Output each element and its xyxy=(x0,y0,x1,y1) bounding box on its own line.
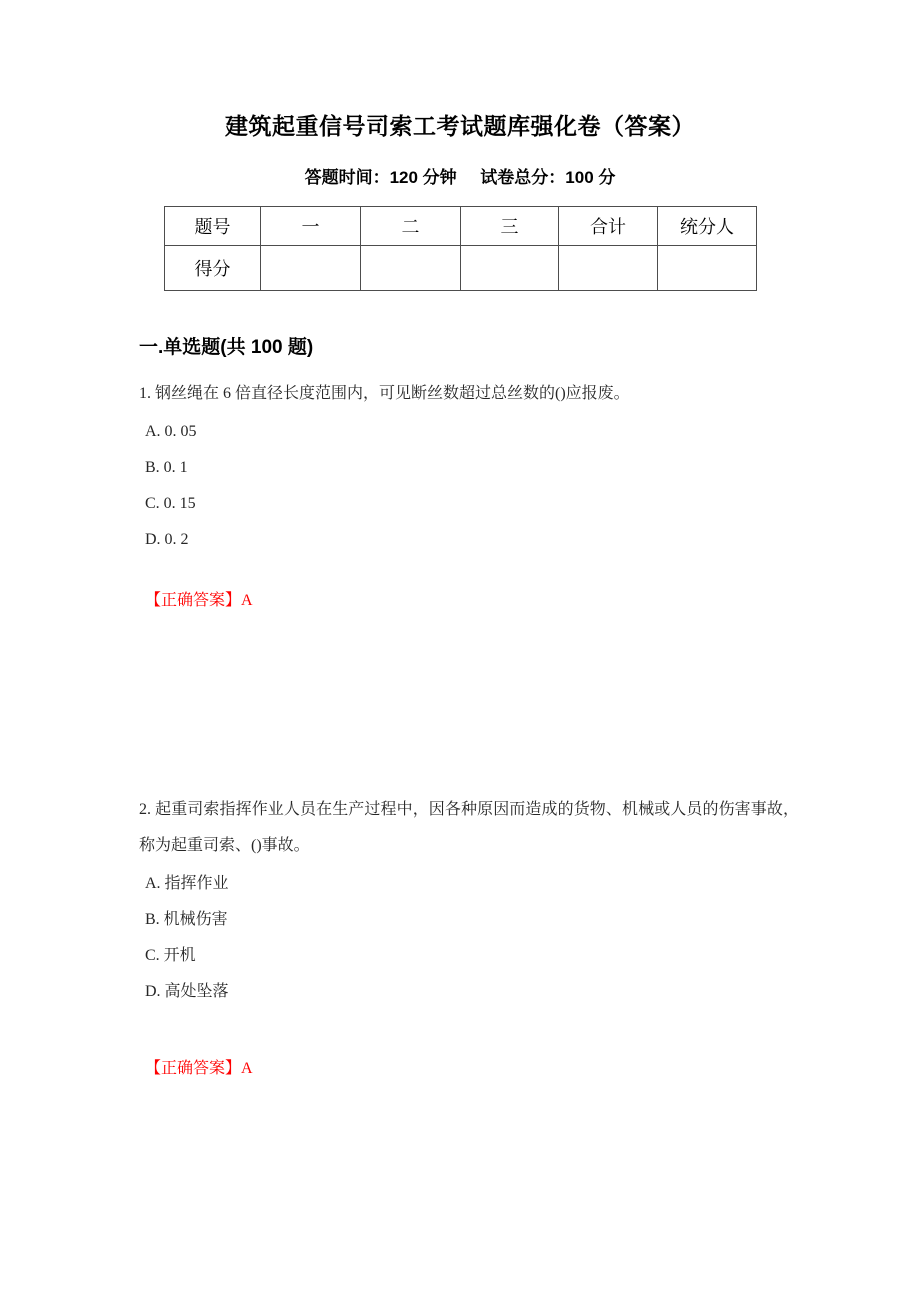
table-cell-score-3[interactable] xyxy=(461,246,559,291)
table-row-score xyxy=(165,246,757,291)
question-stem: 1. 钢丝绳在 6 倍直径长度范围内，可见断丝数超过总丝数的()应报废。 xyxy=(139,384,630,402)
section-heading-single-choice: 一.单选题(共 100 题) xyxy=(139,337,314,358)
table-cell-header-2: 二 xyxy=(361,207,461,246)
table-cell-score-4[interactable] xyxy=(559,246,658,291)
question-option-a[interactable]: A. 指挥作业 xyxy=(145,874,229,892)
question-option-d[interactable]: D. 高处坠落 xyxy=(145,982,229,1000)
spacer xyxy=(139,558,799,586)
table-cell-score-2[interactable] xyxy=(361,246,461,291)
table-row-header xyxy=(165,207,757,246)
table-cell-score-1[interactable] xyxy=(261,246,361,291)
exam-meta-subtitle: 答题时间：120 分钟 试卷总分：100 分 xyxy=(304,168,616,187)
question-stem: 2. 起重司索指挥作业人员在生产过程中，因各种原因而造成的货物、机械或人员的伤害事故，称为起重司索、()事故。 xyxy=(139,800,799,854)
question-item-1 xyxy=(139,376,799,616)
question-option-c[interactable]: C. 0. 15 xyxy=(145,494,196,512)
question-answer: 【正确答案】A xyxy=(145,1059,253,1077)
table-cell-score-0: 得分 xyxy=(165,246,261,291)
table-cell-header-0: 题号 xyxy=(165,207,261,246)
question-option-c[interactable]: C. 开机 xyxy=(145,946,196,964)
table-cell-header-5: 统分人 xyxy=(658,207,757,246)
table-cell-header-4: 合计 xyxy=(559,207,658,246)
score-table xyxy=(164,206,757,291)
spacer xyxy=(139,1010,799,1054)
question-option-d[interactable]: D. 0. 2 xyxy=(145,530,189,548)
page-title: 建筑起重信号司索工考试题库强化卷（答案） xyxy=(225,114,695,139)
question-option-b[interactable]: B. 机械伤害 xyxy=(145,910,228,928)
question-item-2 xyxy=(139,792,799,1084)
question-option-b[interactable]: B. 0. 1 xyxy=(145,458,188,476)
question-gap xyxy=(139,616,799,792)
table-cell-header-1: 一 xyxy=(261,207,361,246)
table-cell-header-3: 三 xyxy=(461,207,559,246)
exam-body xyxy=(139,335,799,1084)
question-option-a[interactable]: A. 0. 05 xyxy=(145,422,197,440)
question-answer: 【正确答案】A xyxy=(145,591,253,609)
table-cell-score-5[interactable] xyxy=(658,246,757,291)
